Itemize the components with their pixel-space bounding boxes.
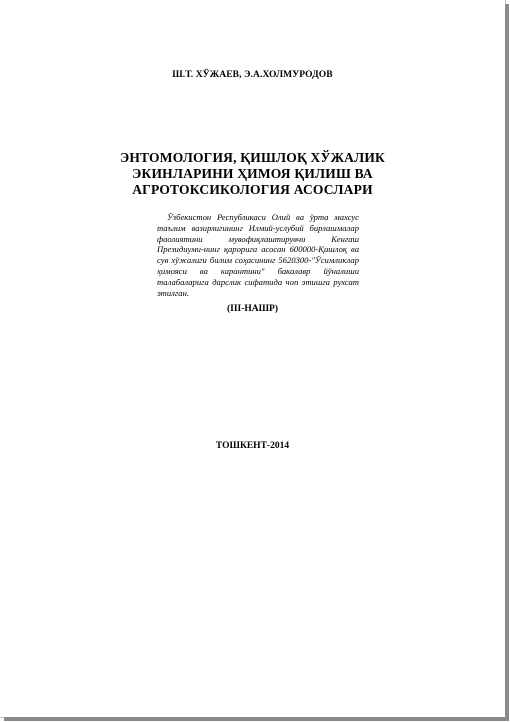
approval-text: Ўзбекистон Республикаси Олий ва ўрта махсус таълим вазирлигининг Илмий-услубий бирлашмалар фаолиятини мувофиқлаштирувчи Кенгаш Президиуми-нинг қарорига асосан 600000-Қишлоқ ва сув хўжалиги билим соҳасининг 5620300-"Ўсимликлар ҳимояси ва карантини" бакалавр йўналиши талабаларига дарслик сифатида чоп этишга рухсат этилган. [157,212,359,298]
edition-label: (ІІІ-НАШР) [226,304,279,314]
title-line-1: ЭНТОМОЛОГИЯ, ҚИШЛОҚ ХЎЖАЛИК [119,150,386,165]
authors: Ш.Т. ХЎЖАЕВ, Э.А.ХОЛМУРОДОВ [172,70,333,80]
city-year: ТОШКЕНТ-2014 [215,441,290,451]
title-line-3: АГРОТОКСИКОЛОГИЯ АСОСЛАРИ [132,182,373,197]
page-shadow-bottom [4,717,509,721]
title-line-2: ЭКИНЛАРИНИ ҲИМОЯ ҚИЛИШ ВА [132,166,373,181]
book-title [0,150,505,198]
page-shadow-right [505,4,509,720]
